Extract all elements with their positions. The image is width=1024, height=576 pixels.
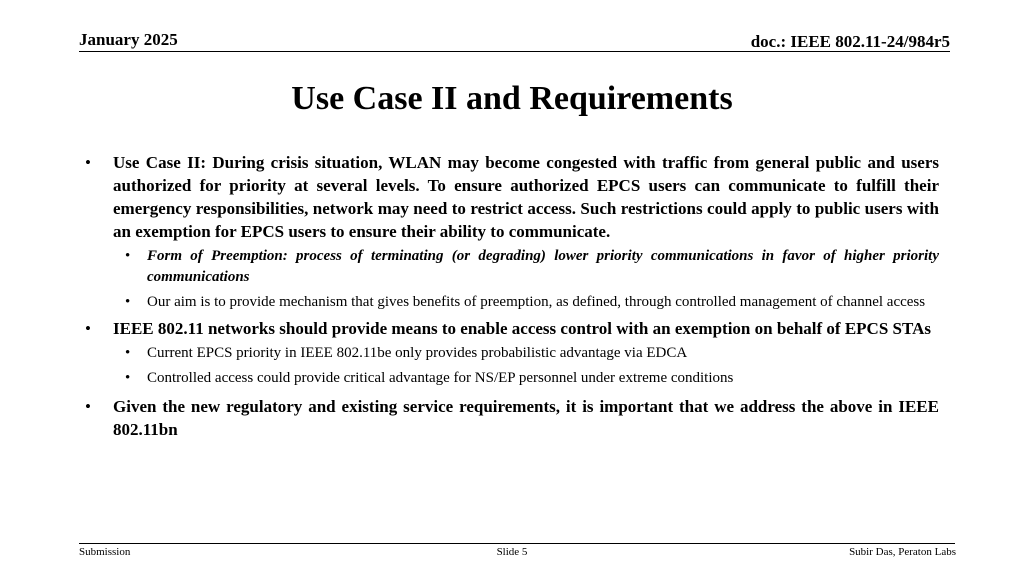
sub-bullet-icon: • [125,294,131,310]
bullet-text: IEEE 802.11 networks should provide means to enable access control with an exemption on behalf of EPCS STAs [113,319,931,338]
bullet-item [85,395,939,441]
footer-author: Subir Das, Peraton Labs [849,546,956,558]
bullet-text: Use Case II: During crisis situation, WLAN may become congested with traffic from general public and users authorized for priority at several levels. To ensure authorized EPCS users can communicate to fulfill their emergency responsibilities, network may need to restrict access. Such restrictions could apply to public users with an exemption for EPCS users to ensure their ability to communicate. [113,153,939,241]
bullet-item [85,151,939,243]
bullet-icon: • [85,397,91,416]
header-date: January 2025 [79,30,178,49]
footer-submission: Submission [79,546,131,558]
sub-bullet-text: Controlled access could provide critical advantage for NS/EP personnel under extreme conditions [147,370,734,386]
header-divider [79,51,950,52]
sub-bullet-item [85,246,939,288]
sub-bullet-text: Form of Preemption: process of terminating (or degrading) lower priority communications in favor of higher priority communications [147,248,939,285]
footer-divider [79,543,955,544]
sub-bullet-item [85,368,939,389]
sub-bullet-icon: • [125,370,131,386]
sub-bullet-item [85,292,939,313]
sub-bullet-icon: • [125,248,131,264]
header-doc-id: doc.: IEEE 802.11-24/984r5 [750,32,950,51]
sub-bullet-item [85,343,939,364]
footer-slide-number: Slide 5 [496,546,528,558]
slide-title: Use Case II and Requirements [291,80,733,117]
bullet-icon: • [85,319,91,338]
bullet-item [85,317,939,340]
sub-bullet-text: Current EPCS priority in IEEE 802.11be only provides probabilistic advantage via EDCA [147,345,688,361]
bullet-icon: • [85,153,91,172]
sub-bullet-icon: • [125,345,131,361]
slide-body [85,151,939,444]
bullet-text: Given the new regulatory and existing service requirements, it is important that we address the above in IEEE 802.11bn [113,397,939,439]
sub-bullet-text: Our aim is to provide mechanism that gives benefits of preemption, as defined, through controlled management of channel access [147,294,926,310]
